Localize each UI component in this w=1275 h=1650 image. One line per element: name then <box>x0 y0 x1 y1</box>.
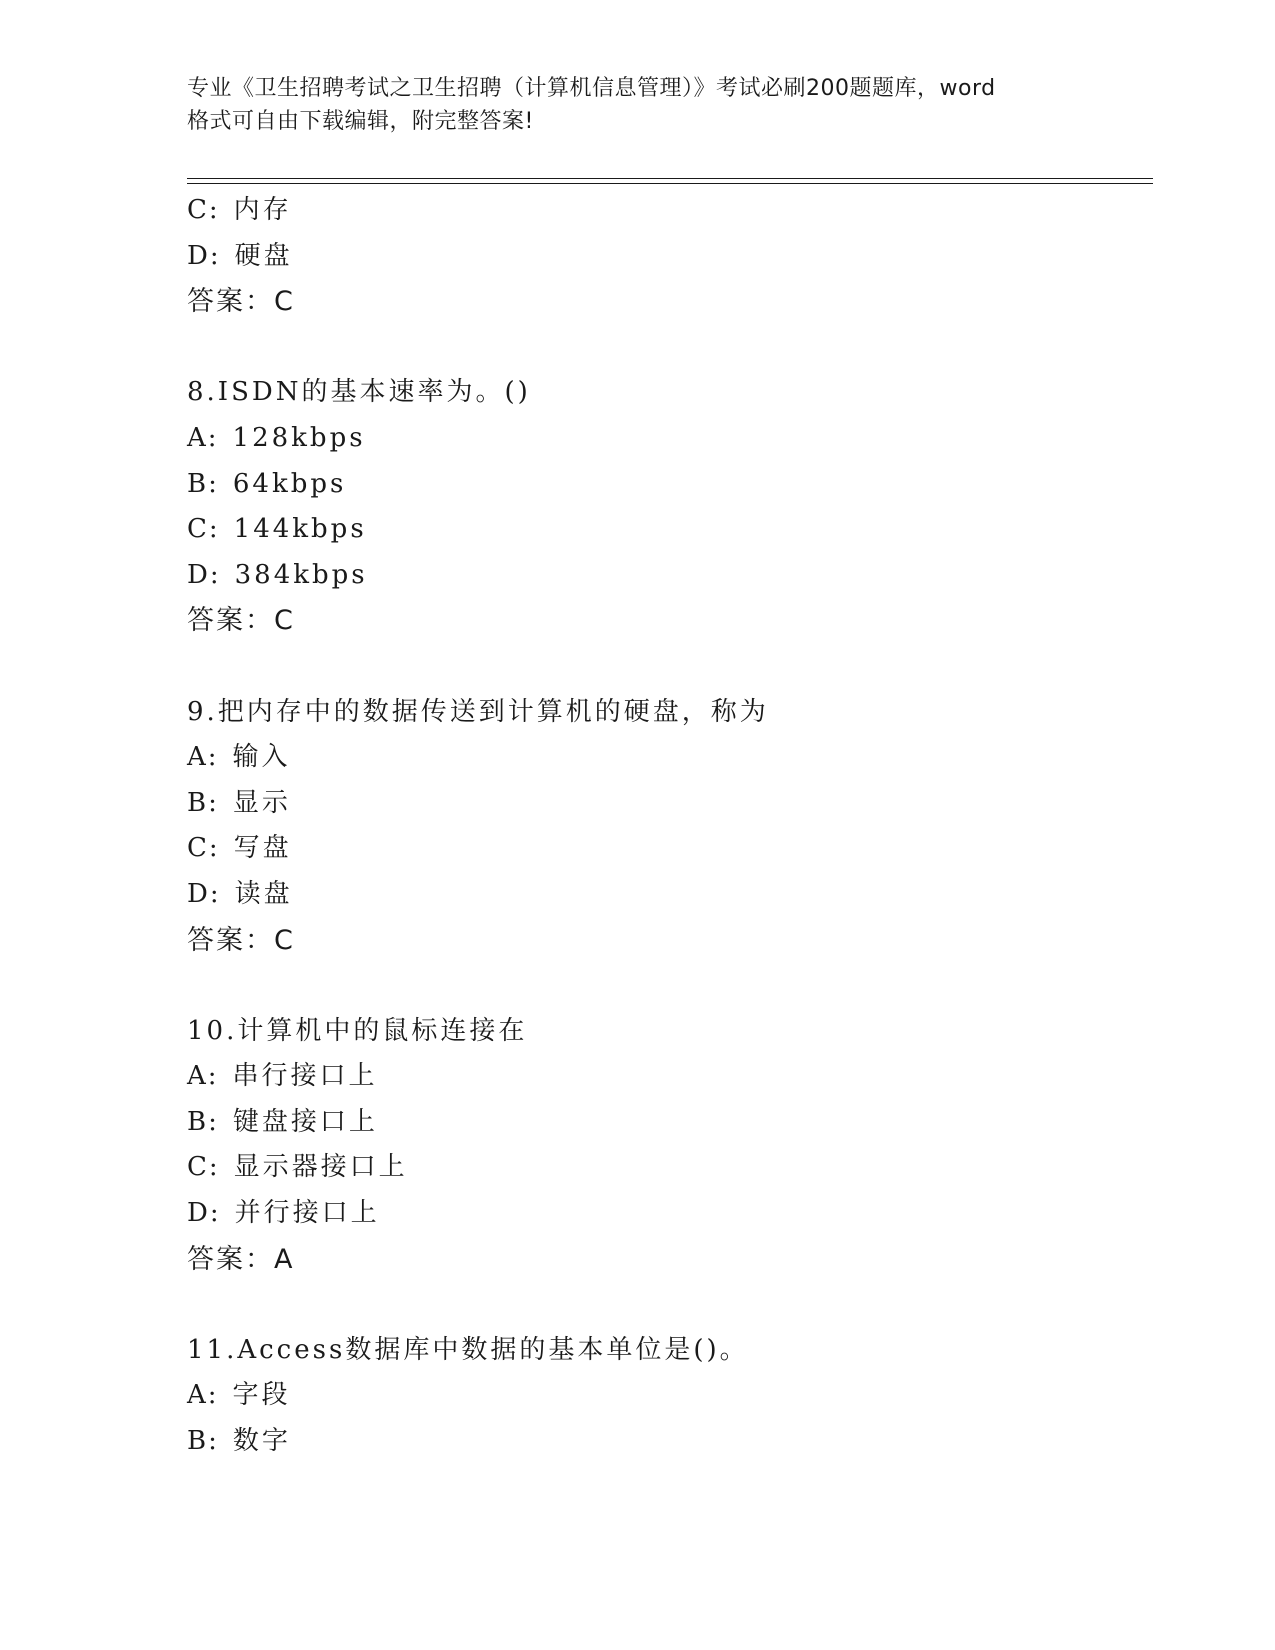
option-b <box>187 462 1147 508</box>
option-d <box>187 1191 1147 1237</box>
option-text: 144kbps <box>233 514 367 545</box>
option-a <box>187 1373 1147 1419</box>
option-text: 显示器接口上 <box>233 1152 408 1183</box>
option-c <box>187 507 1147 553</box>
option-key: A: <box>187 422 219 453</box>
header-divider-bottom <box>187 183 1153 184</box>
option-text: 内存 <box>233 195 292 225</box>
option-key: D: <box>187 240 221 271</box>
option-key: A: <box>187 1061 219 1092</box>
option-text: 输入 <box>232 742 291 773</box>
answer-line: 答案：A <box>187 1243 295 1275</box>
option-text: 数字 <box>232 1426 291 1457</box>
option-key: C: <box>187 514 220 545</box>
option-b <box>187 1419 1147 1465</box>
question-stem: 9.把内存中的数据传送到计算机的硬盘，称为 <box>187 696 769 727</box>
option-d <box>187 872 1147 918</box>
option-key: C: <box>187 1152 220 1183</box>
option-text: 键盘接口上 <box>232 1106 378 1137</box>
option-b <box>187 1100 1147 1146</box>
option-key: B: <box>187 787 219 818</box>
option-key: A: <box>187 1380 219 1411</box>
option-key: D: <box>187 1198 221 1229</box>
header-title-line-1: 专业《卫生招聘考试之卫生招聘（计算机信息管理）》考试必刷200题题库，word <box>187 76 996 101</box>
option-c <box>187 826 1147 872</box>
header-divider-top <box>187 178 1153 179</box>
answer-line: 答案：C <box>187 924 295 956</box>
option-text: 硬盘 <box>234 240 293 271</box>
header-title-line-2: 格式可自由下载编辑，附完整答案! <box>187 109 534 134</box>
document-header <box>187 72 1087 138</box>
option-text: 串行接口上 <box>232 1061 378 1092</box>
option-b <box>187 781 1147 827</box>
option-d <box>187 553 1147 599</box>
option-key: C: <box>187 833 220 864</box>
option-text: 128kbps <box>232 422 366 453</box>
option-key: A: <box>187 742 219 773</box>
question-stem: 11.Access数据库中数据的基本单位是()。 <box>187 1334 749 1365</box>
option-text: 并行接口上 <box>234 1198 380 1229</box>
option-text: 字段 <box>232 1380 291 1411</box>
option-key: B: <box>187 468 219 499</box>
option-a <box>187 416 1147 462</box>
option-c <box>187 1145 1147 1191</box>
option-key: B: <box>187 1106 219 1137</box>
option-text: 写盘 <box>233 833 292 864</box>
question-stem: 10.计算机中的鼠标连接在 <box>187 1015 528 1046</box>
option-key: D: <box>187 559 221 590</box>
answer-line: 答案：C <box>187 605 295 637</box>
option-text: 显示 <box>232 787 291 818</box>
option-d <box>187 234 1147 280</box>
option-key: B: <box>187 1426 219 1457</box>
option-text: 384kbps <box>234 559 368 590</box>
option-text: 读盘 <box>234 878 293 909</box>
option-text: 64kbps <box>232 468 347 499</box>
option-key: D: <box>187 878 221 909</box>
option-key: C: <box>187 195 220 225</box>
option-a <box>187 1054 1147 1100</box>
question-list <box>187 188 1147 1465</box>
option-c <box>187 188 1147 234</box>
answer-line: 答案：C <box>187 286 295 318</box>
option-a <box>187 735 1147 781</box>
question-stem: 8.ISDN的基本速率为。() <box>187 377 531 408</box>
